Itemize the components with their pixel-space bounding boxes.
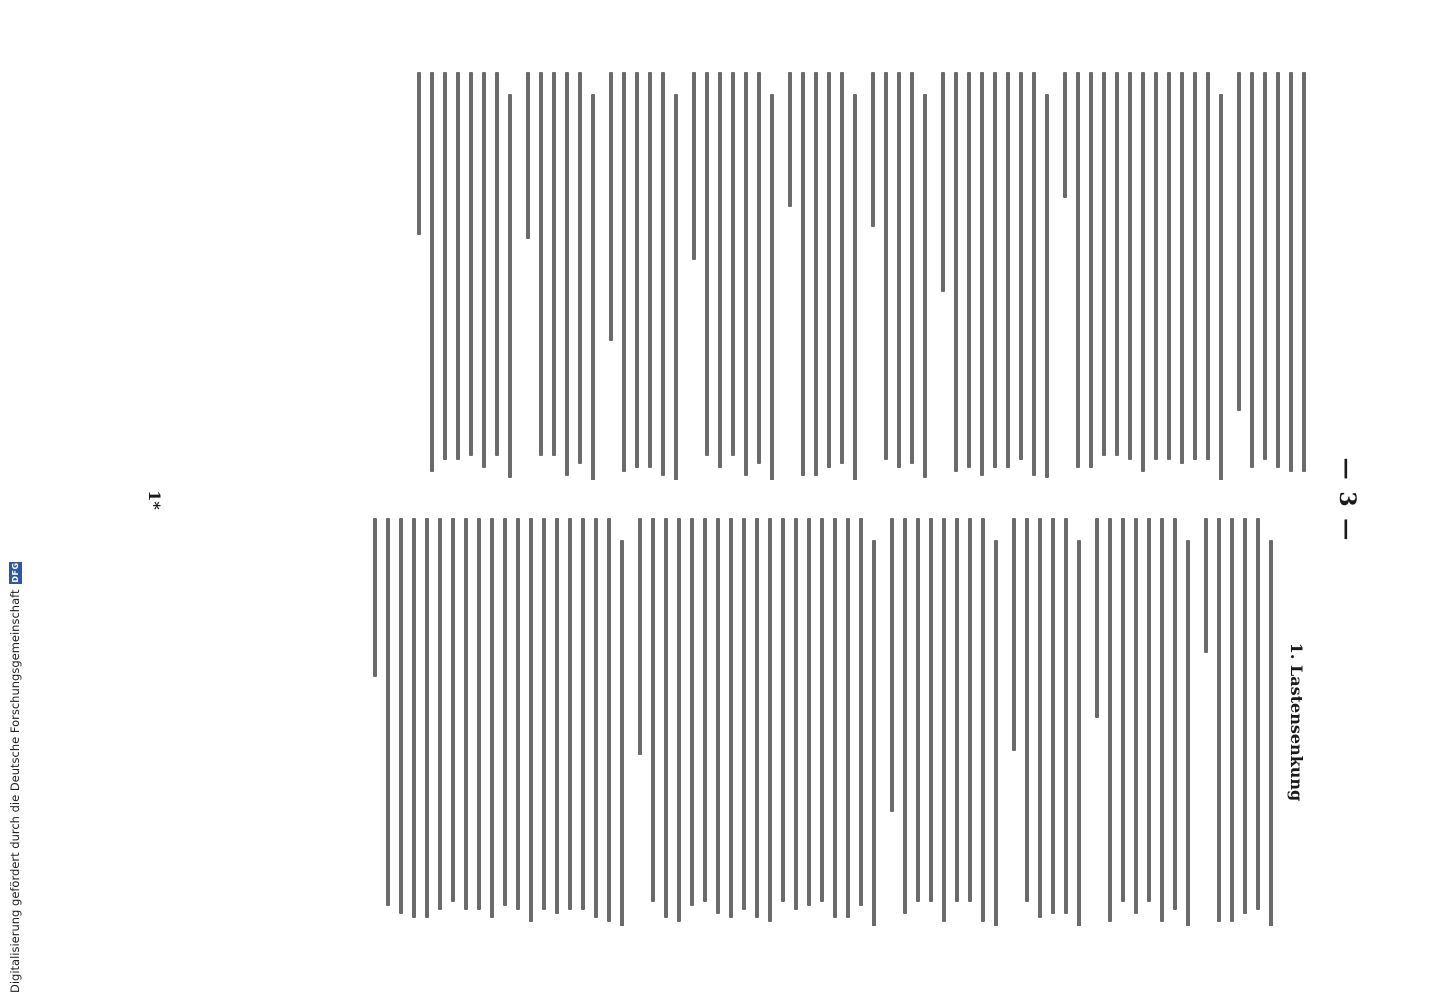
illegible-text-line [456, 72, 460, 460]
illegible-text-line [941, 72, 945, 292]
credit-text: Digitalisierung gefördert durch die Deutsche Forschungsgemeinschaft [8, 589, 22, 993]
illegible-text-line [910, 72, 914, 464]
illegible-text-line [1102, 72, 1106, 456]
illegible-text-line [980, 72, 984, 476]
illegible-text-line [1167, 72, 1171, 460]
illegible-text-line [555, 518, 559, 914]
illegible-text-line [897, 72, 901, 468]
illegible-text-line [1063, 72, 1067, 198]
illegible-text-line [674, 94, 678, 480]
illegible-text-line [794, 518, 798, 910]
paragraph [1012, 518, 1081, 926]
footer-signature-mark: 1* [145, 490, 164, 510]
digitization-credit [8, 493, 22, 993]
illegible-text-line [490, 518, 494, 918]
illegible-text-line [386, 518, 390, 906]
illegible-text-line [1276, 72, 1280, 468]
illegible-text-line [677, 518, 681, 922]
illegible-text-line [1108, 518, 1112, 922]
illegible-text-line [705, 72, 709, 456]
illegible-text-line [1204, 518, 1208, 653]
illegible-text-line [716, 518, 720, 914]
illegible-text-line [526, 72, 530, 239]
illegible-text-line [664, 518, 668, 918]
illegible-text-line [981, 518, 985, 922]
illegible-text-line [1269, 540, 1273, 926]
illegible-text-line [1173, 518, 1177, 910]
illegible-text-line [903, 518, 907, 914]
illegible-text-line [1045, 94, 1049, 478]
illegible-text-line [1230, 518, 1234, 922]
illegible-text-line [993, 72, 997, 468]
illegible-text-line [469, 72, 473, 456]
illegible-text-line [744, 72, 748, 476]
dfg-logo-icon: DFG [10, 562, 20, 583]
illegible-text-line [1237, 72, 1241, 411]
illegible-text-line [552, 72, 556, 456]
illegible-text-line [755, 518, 759, 918]
illegible-text-line [1012, 518, 1016, 751]
illegible-text-line [1032, 72, 1036, 476]
paragraph [1063, 72, 1223, 480]
illegible-text-line [884, 72, 888, 460]
illegible-text-line [846, 518, 850, 918]
text-column-left [156, 72, 1306, 480]
paragraph [692, 72, 774, 480]
illegible-text-line [1038, 518, 1042, 918]
illegible-text-line [1051, 518, 1055, 914]
paragraph [638, 518, 876, 926]
illegible-text-line [417, 72, 421, 235]
paragraph [609, 72, 678, 480]
illegible-text-line [1243, 518, 1247, 914]
illegible-text-line [1302, 72, 1306, 472]
illegible-text-line [1180, 72, 1184, 464]
illegible-text-line [508, 94, 512, 478]
illegible-text-line [1089, 72, 1093, 468]
illegible-text-line [690, 518, 694, 906]
illegible-text-line [1147, 518, 1151, 902]
illegible-text-line [1025, 518, 1029, 902]
paragraph [1237, 72, 1306, 480]
illegible-text-line [840, 72, 844, 464]
illegible-text-line [801, 72, 805, 476]
illegible-text-line [399, 518, 403, 914]
illegible-text-line [620, 540, 624, 926]
illegible-text-line [425, 518, 429, 918]
illegible-text-line [955, 518, 959, 902]
illegible-text-line [430, 72, 434, 472]
illegible-text-line [729, 518, 733, 918]
illegible-text-line [622, 72, 626, 472]
illegible-text-line [648, 72, 652, 468]
paragraph [941, 72, 1049, 480]
illegible-text-line [788, 72, 792, 207]
illegible-text-line [482, 72, 486, 468]
illegible-text-line [954, 72, 958, 472]
illegible-text-line [871, 72, 875, 227]
text-column-right [156, 518, 1306, 926]
illegible-text-line [568, 518, 572, 910]
illegible-text-line [661, 72, 665, 476]
illegible-text-line [464, 518, 468, 910]
section-heading: 1. Lastensenkung [1287, 642, 1306, 802]
illegible-text-line [1077, 540, 1081, 926]
illegible-text-line [438, 518, 442, 910]
illegible-text-line [651, 518, 655, 902]
illegible-text-line [968, 518, 972, 902]
illegible-text-line [1115, 72, 1119, 456]
illegible-text-line [607, 518, 611, 922]
illegible-text-line [1154, 72, 1158, 460]
illegible-text-line [820, 518, 824, 902]
illegible-text-line [1134, 518, 1138, 914]
paragraph [526, 72, 595, 480]
illegible-text-line [373, 518, 377, 677]
illegible-text-line [890, 518, 894, 812]
illegible-text-line [768, 518, 772, 922]
illegible-text-line [929, 518, 933, 902]
illegible-text-line [443, 72, 447, 460]
paragraph [1204, 518, 1273, 926]
illegible-text-line [529, 518, 533, 922]
illegible-text-line [1064, 518, 1068, 914]
illegible-text-line [703, 518, 707, 902]
illegible-text-line [1019, 72, 1023, 460]
illegible-text-line [1128, 72, 1132, 460]
illegible-text-line [827, 72, 831, 468]
illegible-text-line [1076, 72, 1080, 468]
illegible-text-line [916, 518, 920, 902]
illegible-text-line [1263, 72, 1267, 460]
illegible-text-line [635, 72, 639, 468]
illegible-text-line [872, 540, 876, 926]
illegible-text-line [994, 540, 998, 926]
illegible-text-line [1219, 94, 1223, 480]
paragraph [871, 72, 927, 480]
illegible-text-line [495, 72, 499, 456]
illegible-text-line [1006, 72, 1010, 468]
illegible-text-line [581, 518, 585, 910]
illegible-text-line [591, 94, 595, 480]
illegible-text-line [1250, 72, 1254, 468]
illegible-text-line [742, 518, 746, 910]
illegible-text-line [770, 94, 774, 480]
illegible-text-line [1289, 72, 1293, 472]
illegible-text-line [1160, 518, 1164, 922]
illegible-text-line [1217, 518, 1221, 922]
illegible-text-line [1206, 72, 1210, 460]
illegible-text-line [692, 72, 696, 260]
illegible-text-line [718, 72, 722, 468]
paragraph [890, 518, 998, 926]
illegible-text-line [451, 518, 455, 902]
illegible-text-line [412, 518, 416, 918]
illegible-text-line [1186, 540, 1190, 926]
illegible-text-line [859, 518, 863, 906]
illegible-text-line [609, 72, 613, 341]
paragraph [788, 72, 857, 480]
illegible-text-line [578, 72, 582, 464]
illegible-text-line [638, 518, 642, 755]
illegible-text-line [539, 72, 543, 456]
illegible-text-line [1141, 72, 1145, 472]
illegible-text-line [1193, 72, 1197, 460]
illegible-text-line [1121, 518, 1125, 902]
illegible-text-line [807, 518, 811, 906]
illegible-text-line [781, 518, 785, 902]
illegible-text-line [1095, 518, 1099, 718]
illegible-text-line [731, 72, 735, 456]
illegible-text-line [814, 72, 818, 476]
illegible-text-line [477, 518, 481, 910]
page-number: — 3 — [1334, 457, 1360, 543]
illegible-text-line [923, 94, 927, 478]
illegible-text-line [1256, 518, 1260, 910]
illegible-text-line [503, 518, 507, 906]
paragraph [1095, 518, 1190, 926]
illegible-text-line [542, 518, 546, 910]
illegible-text-line [853, 94, 857, 480]
illegible-text-line [833, 518, 837, 918]
illegible-text-line [594, 518, 598, 918]
illegible-text-line [516, 518, 520, 910]
paragraph [417, 72, 512, 480]
illegible-text-line [967, 72, 971, 468]
illegible-text-line [757, 72, 761, 464]
paragraph [373, 518, 624, 926]
illegible-text-line [942, 518, 946, 922]
illegible-text-line [565, 72, 569, 476]
